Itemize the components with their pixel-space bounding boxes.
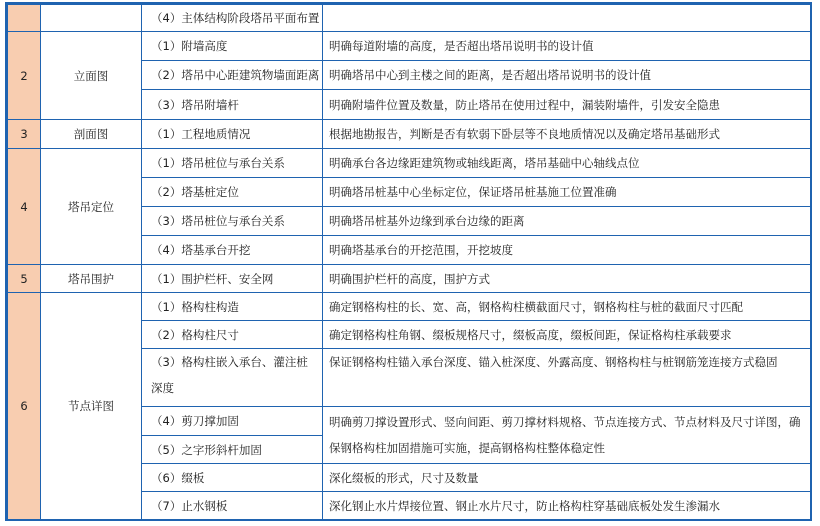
description-cell bbox=[323, 5, 811, 32]
description-cell: 明确塔基承台的开挖范围，开挖坡度 bbox=[323, 236, 811, 265]
row-number-cell: 5 bbox=[8, 265, 41, 293]
category-cell: 剖面图 bbox=[41, 120, 142, 149]
item-cell: （3）塔吊附墙杆 bbox=[142, 90, 323, 120]
description-cell: 确定钢格构柱的长、宽、高，钢格构柱横截面尺寸，钢格构柱与桩的截面尺寸匹配 bbox=[323, 293, 811, 321]
description-cell: 深化缀板的形式，尺寸及数量 bbox=[323, 464, 811, 492]
description-cell: 明确塔吊中心到主楼之间的距离，是否超出塔吊说明书的设计值 bbox=[323, 61, 811, 90]
table-row bbox=[8, 5, 811, 32]
item-cell: （1）格构柱构造 bbox=[142, 293, 323, 321]
item-cell: （5）之字形斜杆加固 bbox=[142, 436, 323, 464]
row-number-cell: 2 bbox=[8, 32, 41, 120]
row-number-cell: 3 bbox=[8, 120, 41, 149]
table-row bbox=[8, 120, 811, 149]
description-cell: 明确附墙件位置及数量，防止塔吊在使用过程中，漏装附墙件，引发安全隐患 bbox=[323, 90, 811, 120]
item-cell: （2）塔基桩定位 bbox=[142, 178, 323, 207]
description-cell: 明确每道附墙的高度，是否超出塔吊说明书的设计值 bbox=[323, 32, 811, 61]
category-cell: 立面图 bbox=[41, 32, 142, 120]
item-cell: （4）主体结构阶段塔吊平面布置 bbox=[142, 5, 323, 32]
description-cell: 明确承台各边缘距建筑物或轴线距离，塔吊基础中心轴线点位 bbox=[323, 149, 811, 178]
category-cell: 塔吊围护 bbox=[41, 265, 142, 293]
category-cell bbox=[41, 5, 142, 32]
description-cell: 明确塔吊桩基中心坐标定位，保证塔吊桩基施工位置准确 bbox=[323, 178, 811, 207]
table-row bbox=[8, 265, 811, 293]
table-row bbox=[8, 149, 811, 178]
item-cell: （2）格构柱尺寸 bbox=[142, 321, 323, 349]
item-cell: （7）止水钢板 bbox=[142, 492, 323, 520]
description-cell: 确定钢格构柱角钢、缀板规格尺寸，缀板高度，缀板间距，保证格构柱承载要求 bbox=[323, 321, 811, 349]
description-cell: 明确塔吊桩基外边缘到承台边缘的距离 bbox=[323, 207, 811, 236]
item-cell: （1）塔吊桩位与承台关系 bbox=[142, 149, 323, 178]
description-cell: 保证钢格构柱锚入承台深度、锚入桩深度、外露高度、钢格构柱与桩钢筋笼连接方式稳固 bbox=[323, 349, 811, 407]
table-row bbox=[8, 293, 811, 321]
description-cell: 明确剪刀撑设置形式、竖向间距、剪刀撑材料规格、节点连接方式、节点材料及尺寸详图，确保钢格构柱加固措施可实施，提高钢格构柱整体稳定性 bbox=[323, 407, 811, 464]
item-cell: （1）工程地质情况 bbox=[142, 120, 323, 149]
table-row bbox=[8, 32, 811, 61]
item-cell: （1）围护栏杆、安全网 bbox=[142, 265, 323, 293]
item-cell: （3）格构柱嵌入承台、灌注桩深度 bbox=[142, 349, 323, 407]
item-cell: （1）附墙高度 bbox=[142, 32, 323, 61]
category-cell: 节点详图 bbox=[41, 293, 142, 520]
category-cell: 塔吊定位 bbox=[41, 149, 142, 265]
row-number-cell bbox=[8, 5, 41, 32]
tower-crane-drawing-table bbox=[7, 4, 811, 520]
row-number-cell: 6 bbox=[8, 293, 41, 520]
description-cell: 明确围护栏杆的高度，围护方式 bbox=[323, 265, 811, 293]
item-cell: （6）缀板 bbox=[142, 464, 323, 492]
item-cell: （2）塔吊中心距建筑物墙面距离 bbox=[142, 61, 323, 90]
item-cell: （4）剪刀撑加固 bbox=[142, 407, 323, 436]
row-number-cell: 4 bbox=[8, 149, 41, 265]
item-cell: （4）塔基承台开挖 bbox=[142, 236, 323, 265]
item-cell: （3）塔吊桩位与承台关系 bbox=[142, 207, 323, 236]
description-cell: 根据地勘报告，判断是否有软弱下卧层等不良地质情况以及确定塔吊基础形式 bbox=[323, 120, 811, 149]
description-cell: 深化钢止水片焊接位置、钢止水片尺寸，防止格构柱穿基础底板处发生渗漏水 bbox=[323, 492, 811, 520]
